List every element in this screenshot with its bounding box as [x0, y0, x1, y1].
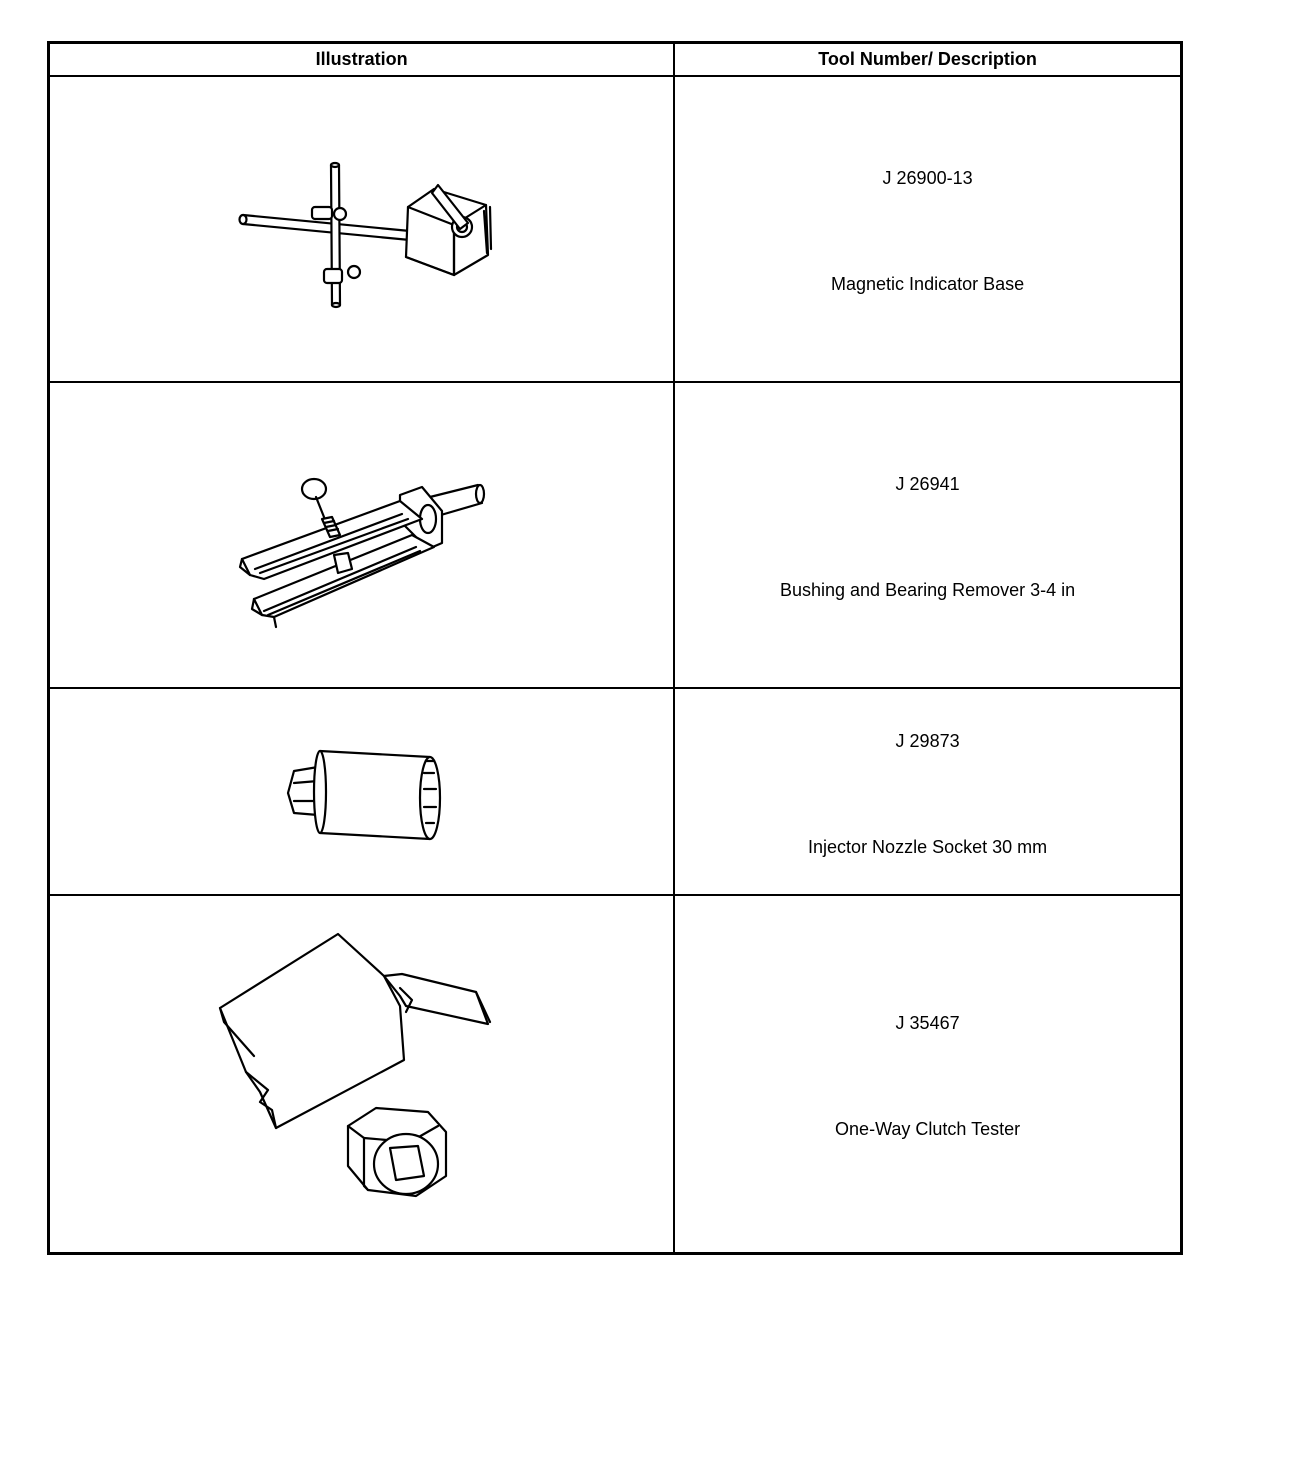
tool-info-cell [674, 382, 1181, 688]
illustration-cell [49, 895, 675, 1253]
illustration-cell [49, 382, 675, 688]
tool-info-cell [674, 895, 1181, 1253]
tool-number: J 35467 [895, 1013, 960, 1033]
one-way-clutch-tester-icon [50, 896, 674, 1254]
bushing-bearing-remover-icon [50, 383, 674, 689]
table-header-row [49, 43, 1182, 77]
header-illustration: Illustration [49, 43, 675, 77]
tool-number: J 26900-13 [882, 168, 973, 188]
tool-info-cell [674, 688, 1181, 895]
header-tool-number-description: Tool Number/ Description [674, 43, 1181, 77]
tool-description: Injector Nozzle Socket 30 mm [808, 837, 1048, 857]
table-row [49, 76, 1182, 382]
magnetic-indicator-base-icon [50, 77, 674, 383]
tool-number: J 26941 [895, 474, 960, 494]
tool-description: Magnetic Indicator Base [831, 274, 1025, 294]
tool-description: One-Way Clutch Tester [835, 1119, 1021, 1139]
special-tools-table [47, 41, 1183, 1255]
tool-description: Bushing and Bearing Remover 3-4 in [779, 580, 1076, 600]
injector-nozzle-socket-icon [50, 689, 674, 896]
table-row [49, 688, 1182, 895]
table-row [49, 382, 1182, 688]
illustration-cell [49, 688, 675, 895]
table-row [49, 895, 1182, 1253]
tool-info-cell [674, 76, 1181, 382]
tool-number: J 29873 [895, 731, 960, 751]
illustration-cell [49, 76, 675, 382]
